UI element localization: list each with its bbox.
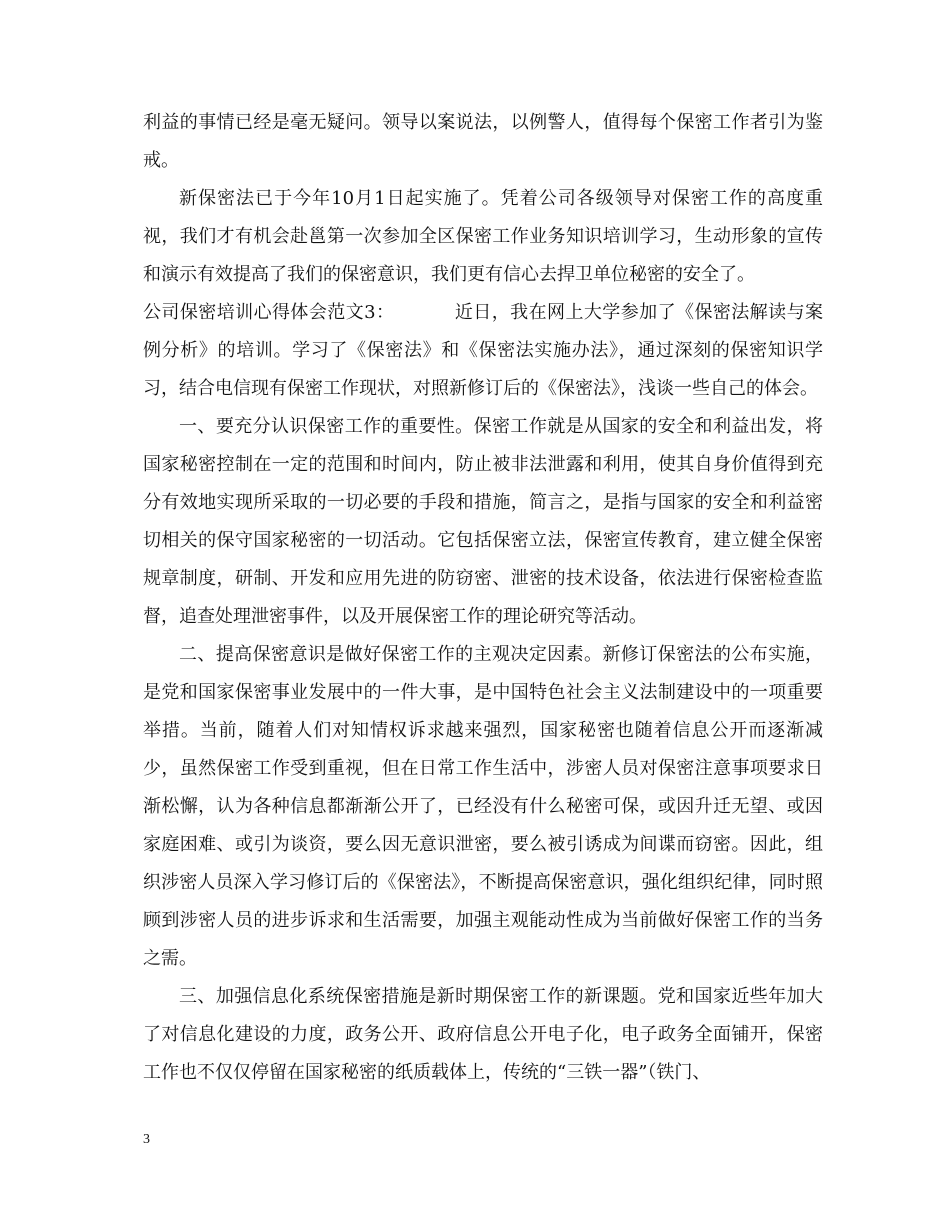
paragraph-6-text: 三、加强信息化系统保密措施是新时期保密工作的新课题。党和国家近些年加大了对信息化建设的力度，政务公开、政府信息公开电子化，电子政务全面铺开，保密工作也不仅仅停留在国家秘密的纸质载体上，传统的“三铁一器”（铁门、	[143, 986, 823, 1083]
paragraph-2	[143, 180, 823, 294]
document-body	[143, 104, 823, 1092]
paragraph-5-text: 二、提高保密意识是做好保密工作的主观决定因素。新修订保密法的公布实施，是党和国家保密事业发展中的一件大事，是中国特色社会主义法制建设中的一项重要举措。当前，随着人们对知情权诉求越来强烈，国家秘密也随着信息公开而逐渐减少，虽然保密工作受到重视，但在日常工作生活中，涉密人员对保密注意事项要求日渐松懈，认为各种信息都渐渐公开了，已经没有什么秘密可保，或因升迁无望、或因家庭困难、或引为谈资，要么因无意识泄密，要么被引诱成为间谍而窃密。因此，组织涉密人员深入学习修订后的《保密法》，不断提高保密意识，强化组织纪律，同时照顾到涉密人员的进步诉求和生活需要，加强主观能动性成为当前做好保密工作的当务之需。	[143, 644, 823, 969]
paragraph-6	[143, 978, 823, 1092]
paragraph-3	[143, 294, 823, 408]
paragraph-1-text: 利益的事情已经是毫无疑问。领导以案说法，以例警人，值得每个保密工作者引为鉴戒。	[143, 112, 823, 171]
paragraph-1	[143, 104, 823, 180]
paragraph-3-text: 近日，我在网上大学参加了《保密法解读与案例分析》的培训。学习了《保密法》和《保密法实施办法》，通过深刻的保密知识学习，结合电信现有保密工作现状，对照新修订后的《保密法》，浅谈一些自己的体会。	[143, 302, 824, 399]
paragraph-2-text: 新保密法已于今年10月1日起实施了。凭着公司各级领导对保密工作的高度重视，我们才有机会赴邕第一次参加全区保密工作业务知识培训学习，生动形象的宣传和演示有效提高了我们的保密意识，我们更有信心去捍卫单位秘密的安全了。	[143, 188, 823, 285]
page-number: 3	[143, 1132, 150, 1147]
paragraph-4	[143, 408, 823, 636]
section-heading: 公司保密培训心得体会范文3：	[143, 302, 395, 323]
paragraph-4-text: 一、要充分认识保密工作的重要性。保密工作就是从国家的安全和利益出发，将国家秘密控制在一定的范围和时间内，防止被非法泄露和利用，使其自身价值得到充分有效地实现所采取的一切必要的手段和措施，简言之，是指与国家的安全和利益密切相关的保守国家秘密的一切活动。它包括保密立法，保密宣传教育，建立健全保密规章制度，研制、开发和应用先进的防窃密、泄密的技术设备，依法进行保密检查监督，追查处理泄密事件，以及开展保密工作的理论研究等活动。	[143, 416, 823, 627]
paragraph-5	[143, 636, 823, 978]
